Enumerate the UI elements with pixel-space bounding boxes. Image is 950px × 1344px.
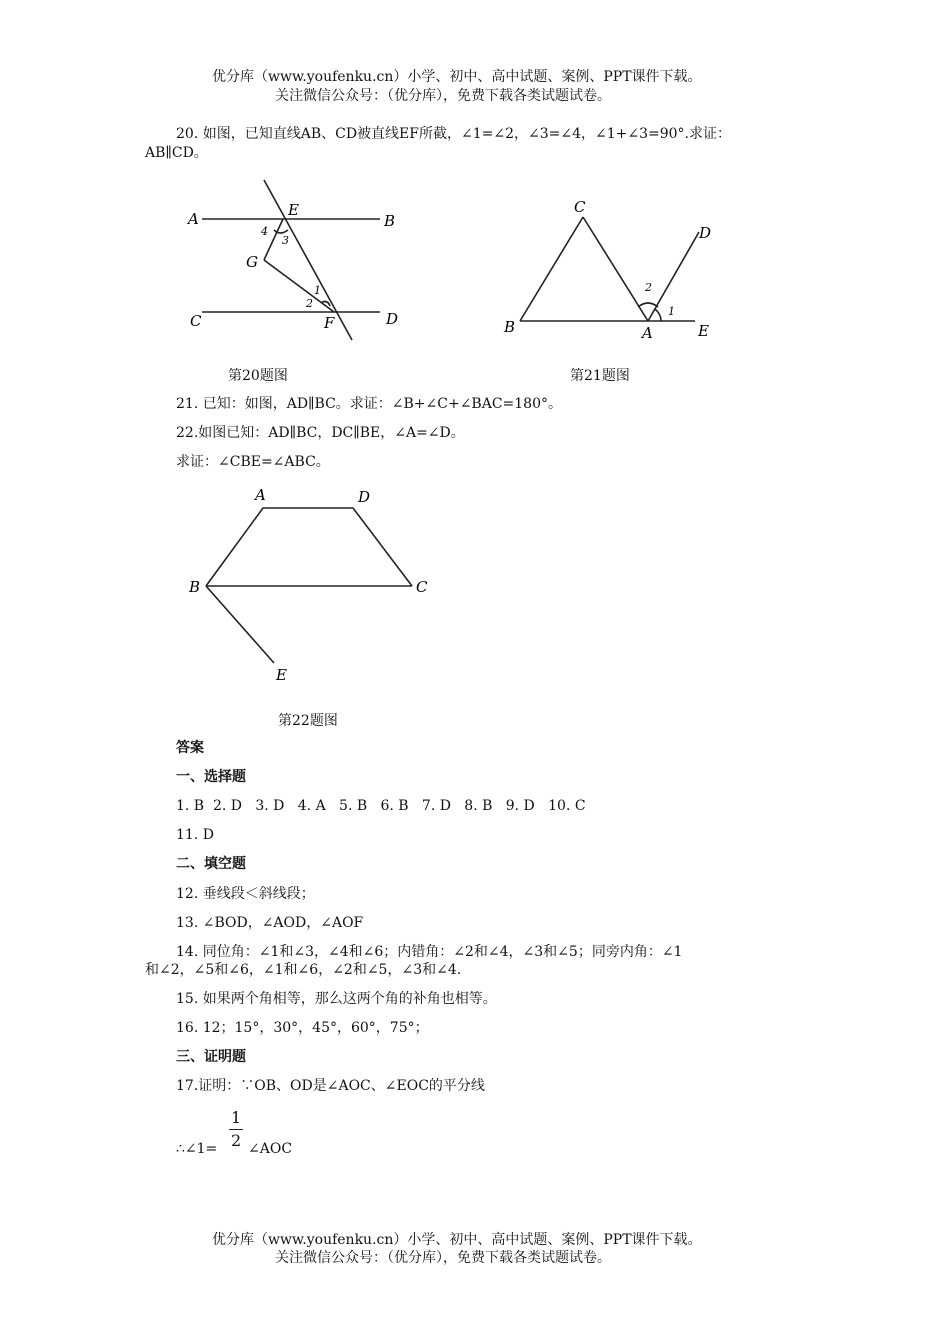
label-angle-1: 1	[668, 305, 675, 318]
answer-15: 15. 如果两个角相等，那么这两个角的补角也相等。	[176, 991, 497, 1007]
angle-arc-1	[655, 309, 661, 321]
answer-14-line-1: 14. 同位角：∠1和∠3，∠4和∠6；内错角：∠2和∠4，∠3和∠5；同旁内角：∠1	[176, 944, 683, 960]
label-c: C	[190, 312, 202, 330]
label-b: B	[189, 578, 201, 596]
label-f: F	[324, 314, 335, 332]
answer-12: 12. 垂线段＜斜线段；	[176, 886, 315, 902]
label-d: D	[386, 310, 399, 328]
fraction-denominator: 2	[231, 1131, 242, 1150]
header-line-1: 优分库（www.youfenku.cn）小学、初中、高中试题、案例、PPT课件下载。	[212, 69, 702, 85]
question-20-line-2: AB∥CD。	[145, 145, 208, 161]
answer-16: 16. 12；15°，30°，45°，60°，75°；	[176, 1020, 429, 1036]
footer-line-2: 关注微信公众号：（优分库），免费下载各类试题试卷。	[275, 1250, 611, 1266]
label-e: E	[288, 201, 299, 219]
answer-13: 13. ∠BOD，∠AOD，∠AOF	[176, 915, 364, 931]
trapezoid-abcd	[206, 508, 412, 586]
answer-17-suffix: ∠AOC	[248, 1141, 293, 1157]
label-angle-3: 3	[282, 234, 289, 247]
segment-ca	[583, 217, 648, 321]
label-angle-2: 2	[645, 281, 652, 294]
figure-21-caption: 第21题图	[570, 368, 630, 384]
angle-arc-2	[638, 303, 658, 307]
answers-mc-line-2: 11. D	[176, 827, 214, 843]
segment-gf	[264, 260, 334, 312]
answer-17-intro: 17.证明：∵OB、OD是∠AOC、∠EOC的平分线	[176, 1078, 485, 1094]
answers-mc-line-1: 1. B 2. D 3. D 4. A 5. B 6. B 7. D 8. B 9. D 10. C	[176, 798, 586, 814]
figure-21	[495, 190, 725, 350]
angle-arc-3-4	[274, 230, 288, 233]
label-b: B	[384, 212, 396, 230]
label-d: D	[699, 224, 712, 242]
section-proofs: 三、证明题	[176, 1049, 246, 1065]
label-angle-1: 1	[314, 284, 321, 297]
fraction-numerator: 1	[231, 1108, 242, 1127]
segment-bc	[520, 217, 583, 321]
question-22-line-2: 求证：∠CBE=∠ABC。	[176, 454, 330, 470]
footer-line-1: 优分库（www.youfenku.cn）小学、初中、高中试题、案例、PPT课件下载。	[212, 1232, 702, 1248]
label-angle-4: 4	[261, 225, 268, 238]
label-c: C	[574, 198, 586, 216]
label-d: D	[358, 488, 371, 506]
figure-22-caption: 第22题图	[278, 713, 338, 729]
question-20-line-1: 20. 如图，已知直线AB、CD被直线EF所截，∠1=∠2，∠3=∠4，∠1+∠3=90°.求证：	[176, 126, 731, 142]
fraction-bar	[229, 1129, 243, 1130]
section-fill-blank: 二、填空题	[176, 856, 246, 872]
label-b: B	[504, 318, 516, 336]
figure-22	[180, 480, 440, 690]
label-angle-2: 2	[306, 297, 313, 310]
question-22-line-1: 22.如图已知：AD∥BC，DC∥BE，∠A=∠D。	[176, 425, 465, 441]
section-multiple-choice: 一、选择题	[176, 769, 246, 785]
label-a: A	[188, 210, 199, 228]
segment-be	[206, 586, 274, 663]
answers-title: 答案	[176, 740, 204, 756]
line-ef	[264, 180, 352, 340]
label-e: E	[276, 666, 287, 684]
label-e: E	[698, 322, 709, 340]
answer-17-prefix: ∴∠1=	[176, 1141, 218, 1157]
figure-20	[180, 170, 420, 350]
label-a: A	[255, 486, 266, 504]
label-a: A	[642, 324, 653, 342]
answer-14-line-2: 和∠2，∠5和∠6，∠1和∠6，∠2和∠5，∠3和∠4.	[145, 962, 462, 978]
question-21: 21. 已知：如图，AD∥BC。求证：∠B+∠C+∠BAC=180°。	[176, 396, 562, 412]
label-g: G	[246, 253, 258, 271]
figure-20-caption: 第20题图	[228, 368, 288, 384]
header-line-2: 关注微信公众号：（优分库），免费下载各类试题试卷。	[275, 88, 611, 104]
label-c: C	[416, 578, 428, 596]
